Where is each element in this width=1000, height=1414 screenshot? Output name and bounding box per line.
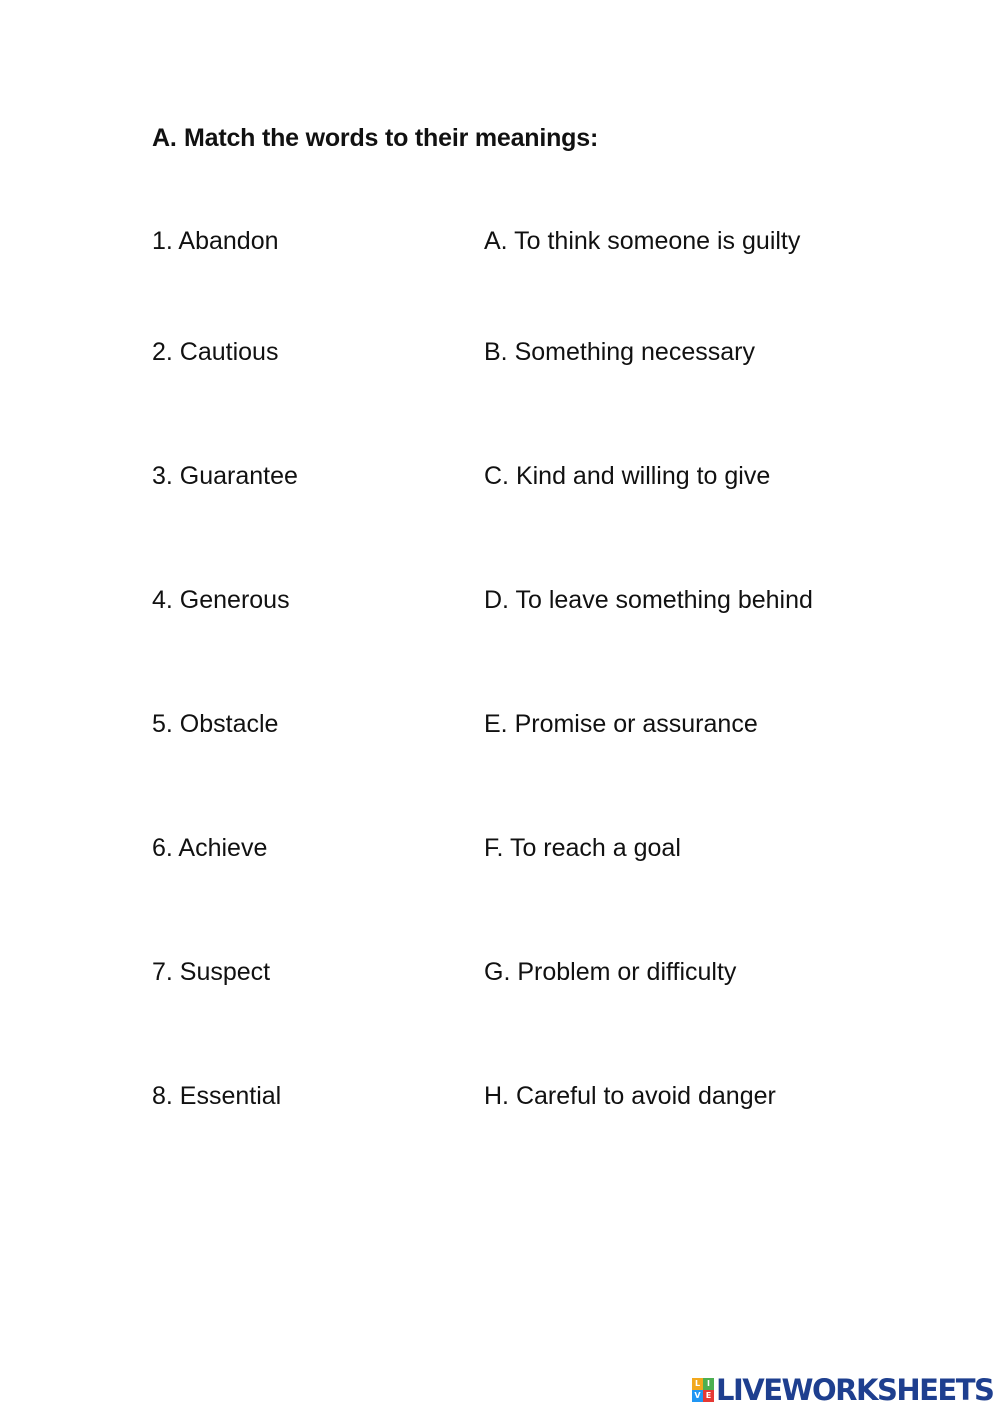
meaning-item: F. To reach a goal	[484, 834, 681, 862]
logo-letter-i: I	[703, 1378, 714, 1390]
meaning-item: C. Kind and willing to give	[484, 462, 771, 490]
word-item: 8. Essential	[152, 1082, 282, 1110]
match-row	[0, 338, 1000, 372]
logo-letter-v: V	[692, 1390, 703, 1402]
word-item: 5. Obstacle	[152, 710, 279, 738]
section-heading	[152, 124, 598, 153]
logo-letter-e: E	[703, 1390, 714, 1402]
meaning-item: H. Careful to avoid danger	[484, 1082, 776, 1110]
section-letter: A.	[152, 124, 177, 152]
word-item: 3. Guarantee	[152, 462, 298, 490]
match-row	[0, 958, 1000, 992]
liveworksheets-logo-icon	[692, 1378, 714, 1402]
match-row	[0, 710, 1000, 744]
match-row	[0, 834, 1000, 868]
meaning-item: G. Problem or difficulty	[484, 958, 737, 986]
section-instruction: Match the words to their meanings:	[184, 124, 599, 152]
brand-name: LIVEWORKSHEETS	[716, 1373, 994, 1407]
match-row	[0, 462, 1000, 496]
match-row	[0, 586, 1000, 620]
meaning-item: E. Promise or assurance	[484, 710, 758, 738]
word-item: 6. Achieve	[152, 834, 268, 862]
meaning-item: B. Something necessary	[484, 338, 755, 366]
word-item: 7. Suspect	[152, 958, 271, 986]
word-item: 4. Generous	[152, 586, 290, 614]
word-item: 1. Abandon	[152, 227, 279, 255]
meaning-item: D. To leave something behind	[484, 586, 813, 614]
word-item: 2. Cautious	[152, 338, 279, 366]
match-row	[0, 227, 1000, 261]
meaning-item: A. To think someone is guilty	[484, 227, 801, 255]
logo-letter-l: L	[692, 1378, 703, 1390]
liveworksheets-brand	[692, 1374, 993, 1406]
match-row	[0, 1082, 1000, 1116]
